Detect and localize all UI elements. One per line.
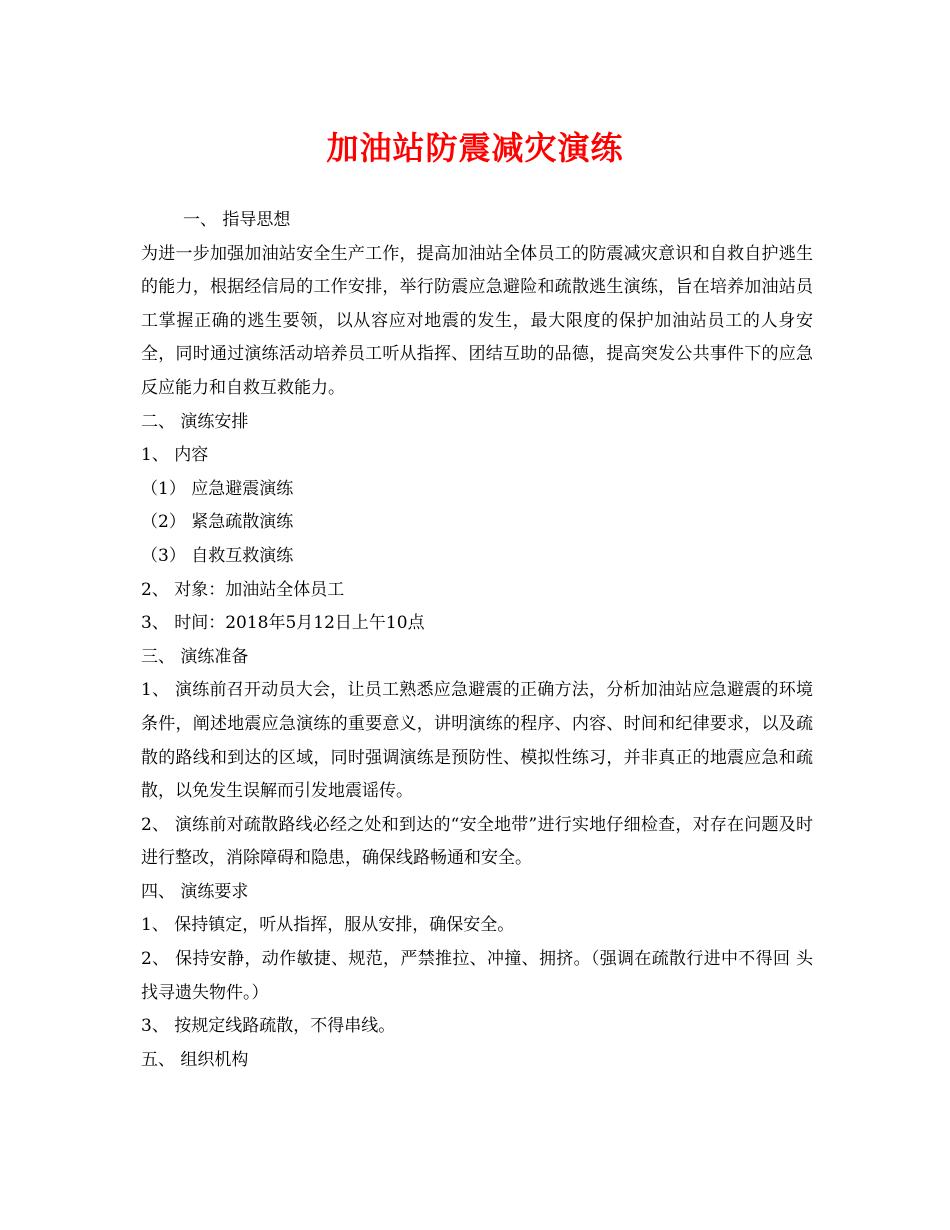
list-item-stay-quiet: 2、 保持安静，动作敏捷、规范，严禁推拉、冲撞、拥挤。（强调在疏散行进中不得回 头找寻遗失物件。） <box>141 949 813 1003</box>
list-item-stay-calm: 1、 保持镇定，听从指挥，服从安排，确保安全。 <box>141 915 515 936</box>
sub-item-self-rescue-drill: （3） 自救互救演练 <box>141 545 294 566</box>
document-title: 加油站防震减灾演练 <box>326 129 624 167</box>
section-heading-arrangement: 二、 演练安排 <box>141 411 249 432</box>
section-heading-guiding-idea: 一、 指导思想 <box>183 210 291 230</box>
document-body <box>141 204 813 1077</box>
section-heading-organization: 五、 组织机构 <box>141 1049 249 1070</box>
sub-item-evacuation-drill: （2） 紧急疏散演练 <box>141 512 294 533</box>
list-item-mobilization: 1、 演练前召开动员大会，让员工熟悉应急避震的正确方法，分析加油站应急避震的环境条件，阐述地震应急演练的重要意义，讲明演练的程序、内容、时间和纪律要求，以及疏散的路线和到达的区域，同时强调演练是预防性、模拟性练习，并非真正的地震应急和疏散，以免发生误解而引发地震谣传。 <box>141 680 813 802</box>
list-item-content: 1、 内容 <box>141 445 209 466</box>
paragraph-guiding-idea: 为进一步加强加油站安全生产工作，提高加油站全体员工的防震减灾意识和自救自护逃生的能力，根据经信局的工作安排，举行防震应急避险和疏散逃生演练，旨在培养加油站员工掌握正确的逃生要领，以从容应对地震的发生，最大限度的保护加油站员工的人身安全，同时通过演练活动培养员工听从指挥、团结互助的品德，提高突发公共事件下的应急反应能力和自救互救能力。 <box>141 243 813 398</box>
list-item-follow-route: 3、 按规定线路疏散，不得串线。 <box>141 1016 396 1037</box>
list-item-time: 3、 时间：2018年5月12日上午10点 <box>141 613 425 634</box>
sub-item-emergency-drill: （1） 应急避震演练 <box>141 478 294 499</box>
list-item-target: 2、 对象：加油站全体员工 <box>141 579 345 600</box>
section-heading-preparation: 三、 演练准备 <box>141 646 249 667</box>
list-item-route-check: 2、 演练前对疏散路线必经之处和到达的“安全地带”进行实地仔细检查，对存在问题及时进行整改，消除障碍和隐患，确保线路畅通和安全。 <box>141 814 813 869</box>
section-heading-requirements: 四、 演练要求 <box>141 881 249 902</box>
